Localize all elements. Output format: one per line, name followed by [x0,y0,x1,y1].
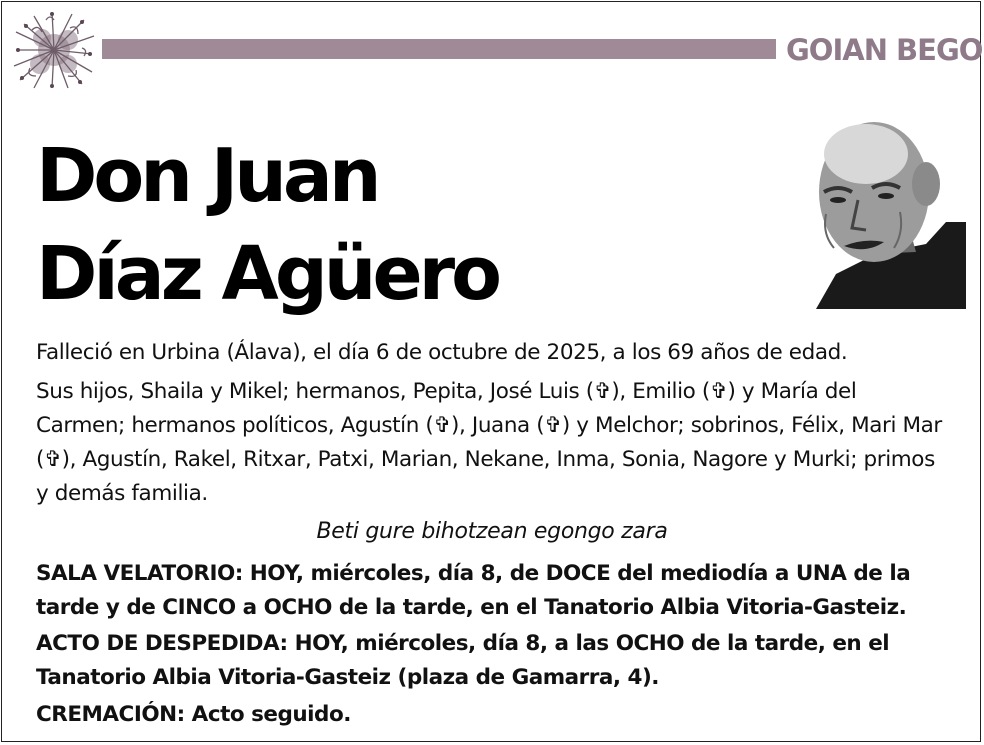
deceased-name-line1: Don Juan [36,133,378,219]
wake-room-info: SALA VELATORIO: HOY, miércoles, día 8, de DOCE del mediodía a UNA de la tarde y de CINCO a OCHO de la tarde, en el Tanatorio Albia Vitoria-Gasteiz. [36,561,911,620]
family-list: Sus hijos, Shaila y Mikel; hermanos, Pepita, José Luis (✞), Emilio (✞) y María del Carmen; hermanos políticos, Agustín (✞), Juana (✞) y Melchor; sobrinos, Félix, Mari Mar (✞), Agustín, Rakel, Ritxar, Patxi, Marian, Nekane, Inma, Sonia, Nagore y Murki; primos y demás familia. [36,379,942,506]
portrait-photo [796,104,966,309]
brand-label: GOIAN BEGO [786,33,983,67]
memorial-motto: Beti gure bihotzean egongo zara [316,519,668,544]
farewell-ceremony-info: ACTO DE DESPEDIDA: HOY, miércoles, día 8, a las OCHO de la tarde, en el Tanatorio Albia Vitoria-Gasteiz (plaza de Gamarra, 4). [36,631,890,690]
header-bar [102,39,776,59]
death-notice: Falleció en Urbina (Álava), el día 6 de octubre de 2025, a los 69 años de edad. [36,340,848,365]
cremation-info: CREMACIÓN: Acto seguido. [36,702,351,727]
deceased-name-line2: Díaz Agüero [36,231,499,317]
floral-ornament-icon [12,10,96,90]
